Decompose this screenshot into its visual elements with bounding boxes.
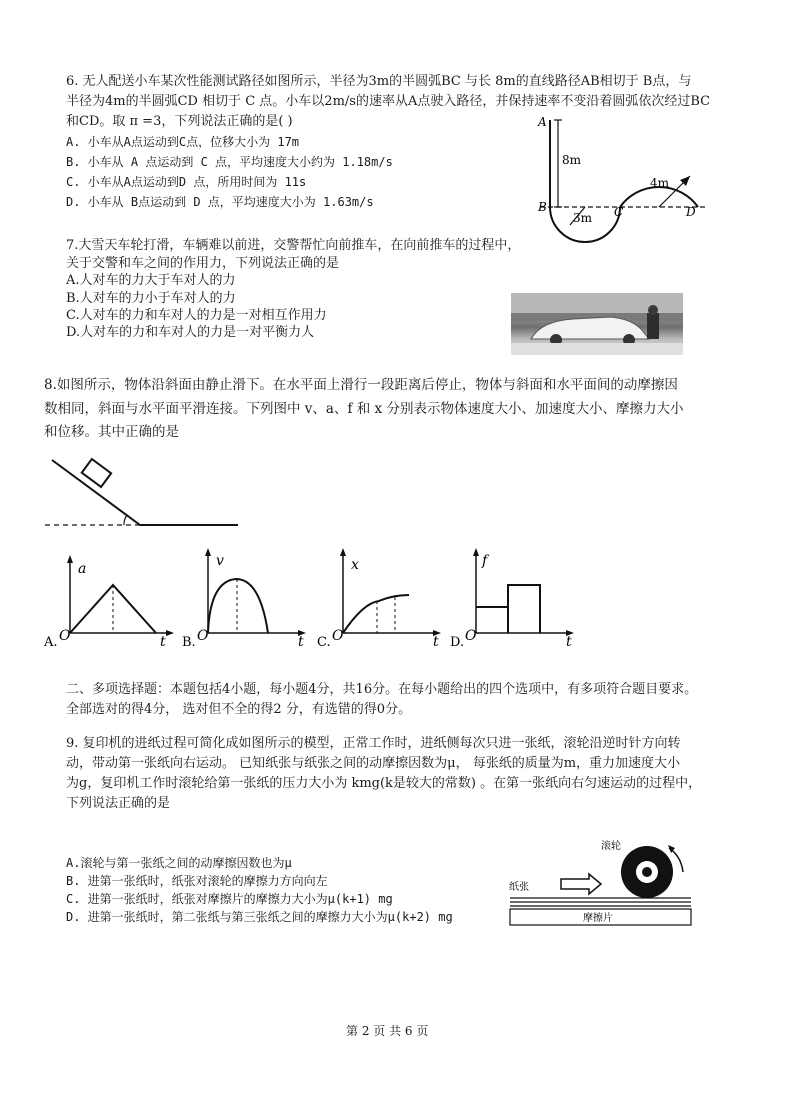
q9-option-d: D. 进第一张纸时，第二张纸与第三张纸之间的摩擦力大小为μ(k+2) mg — [66, 910, 453, 924]
q8-b-t: t — [298, 634, 304, 648]
q9-copier-figure — [505, 832, 695, 932]
q8-a-axis: a — [78, 561, 87, 577]
q6-option-a: A. 小车从A点运动到C点，位移大小为 17m — [66, 135, 300, 149]
q9-option-c: C. 进第一张纸时，纸张对摩擦片的摩擦力大小为μ(k+1) mg — [66, 892, 393, 906]
q8-b-origin: O — [197, 628, 209, 644]
q7-option-d: D.人对车的力和车对人的力是一对平衡力人 — [66, 325, 315, 340]
q6-label-3m: 3m — [573, 211, 593, 225]
q6-label-c: C — [614, 205, 624, 219]
q6-line-2: 半径为4m的半圆弧CD 相切于 C 点。小车以2m/s的速率从A点驶入路径，并保持速率不变沿着圆弧依次经过BC — [66, 94, 711, 109]
q8-a-t: t — [160, 634, 166, 648]
q7-option-b: B.人对车的力小于车对人的力 — [66, 291, 236, 306]
q6-label-4m: 4m — [650, 176, 670, 190]
q9-option-a: A.滚轮与第一张纸之间的动摩擦因数也为μ — [66, 856, 292, 870]
q7-line-2: 关于交警和车之间的作用力，下列说法正确的是 — [66, 256, 340, 271]
q8-line-3: 和位移。其中正确的是 — [44, 424, 179, 440]
q6-option-b: B. 小车从 A 点运动到 C 点，平均速度大小约为 1.18m/s — [66, 155, 393, 169]
q7-option-c: C.人对车的力和车对人的力是一对相互作用力 — [66, 308, 327, 323]
q6-label-a: A — [538, 115, 547, 129]
q8-block — [82, 459, 111, 487]
q6-path-figure — [530, 112, 730, 247]
q9-option-b: B. 进第一张纸时，纸张对滚轮的摩擦力方向向左 — [66, 874, 328, 888]
q8-c-t: t — [433, 634, 439, 648]
q8-d-origin: O — [465, 628, 477, 644]
q8-d-t: t — [566, 634, 572, 648]
q6-label-b: B — [538, 200, 547, 214]
q8-c-origin: O — [332, 628, 344, 644]
q8-graph-c — [315, 545, 450, 648]
q6-label-8m: 8m — [562, 153, 582, 167]
q8-incline-figure — [40, 455, 245, 535]
q8-graph-d — [448, 545, 583, 648]
q7-photo-pushing-car — [511, 293, 683, 355]
section2-line-1: 二、多项选择题：本题包括4小题，每小题4分，共16分。在每小题给出的四个选项中，有多项符合题目要求。 — [66, 682, 698, 697]
q8-line-2: 数相同，斜面与水平面平滑连接。下列图中 v、a、f 和 x 分别表示物体速度大小、加速度大小、摩擦力大小 — [44, 401, 684, 417]
q6-line-1: 6. 无人配送小车某次性能测试路径如图所示，半径为3m的半圆弧BC 与长 8m的直线路径AB相切于 B点，与 — [66, 74, 692, 89]
q8-graph-b — [180, 545, 315, 648]
page-number: 第 2 页 共 6 页 — [346, 1024, 429, 1038]
q6-option-c: C. 小车从A点运动到D 点，所用时间为 11s — [66, 175, 307, 189]
q8-d-axis: f — [482, 553, 488, 569]
q9-label-roller: 滚轮 — [601, 841, 621, 852]
q8-b-curve — [208, 579, 268, 633]
q8-d-option: D. — [450, 635, 465, 648]
q8-c-option: C. — [317, 635, 331, 648]
q8-b-axis: v — [216, 553, 224, 569]
q9-label-pad: 摩擦片 — [583, 913, 613, 924]
q9-feed-arrow — [561, 874, 601, 894]
q8-c-curve — [343, 595, 409, 633]
q9-line-1: 9. 复印机的进纸过程可简化成如图所示的模型，正常工作时，进纸侧每次只进一张纸，滚轮沿逆时针方向转 — [66, 736, 681, 751]
q6-option-d: D. 小车从 B点运动到 D 点，平均速度大小为 1.63m/s — [66, 195, 374, 209]
q8-b-option: B. — [182, 635, 196, 648]
q6-label-d: D — [686, 205, 696, 219]
section2-line-2: 全部选对的得4分， 选对但不全的得2 分，有选错的得0分。 — [66, 702, 412, 717]
q8-graph-a — [40, 553, 180, 648]
q6-line-3: 和CD。取 π =3，下列说法正确的是( ) — [66, 114, 293, 129]
q8-a-option: A. — [44, 635, 58, 648]
q9-line-4: 下列说法正确的是 — [66, 796, 171, 811]
q9-line-2: 动，带动第一张纸向右运动。 已知纸张与纸张之间的动摩擦因数为μ， 每张纸的质量为m，重力加速度大小 — [66, 756, 681, 771]
q8-angle-mark — [124, 515, 127, 525]
q9-line-3: 为g，复印机工作时滚轮给第一张纸的压力大小为 kmg(k是较大的常数) 。在第一张纸向右匀速运动的过程中， — [66, 776, 702, 791]
q7-option-a: A.人对车的力大于车对人的力 — [66, 273, 236, 288]
q7-line-1: 7.大雪天车轮打滑，车辆难以前进，交警帮忙向前推车，在向前推车的过程中， — [66, 238, 521, 253]
q8-c-axis: x — [351, 557, 359, 573]
q9-label-paper: 纸张 — [509, 882, 529, 893]
q8-a-origin: O — [59, 628, 71, 644]
q8-line-1: 8.如图所示，物体沿斜面由静止滑下。在水平面上滑行一段距离后停止，物体与斜面和水平面间的动摩擦因 — [44, 377, 678, 393]
